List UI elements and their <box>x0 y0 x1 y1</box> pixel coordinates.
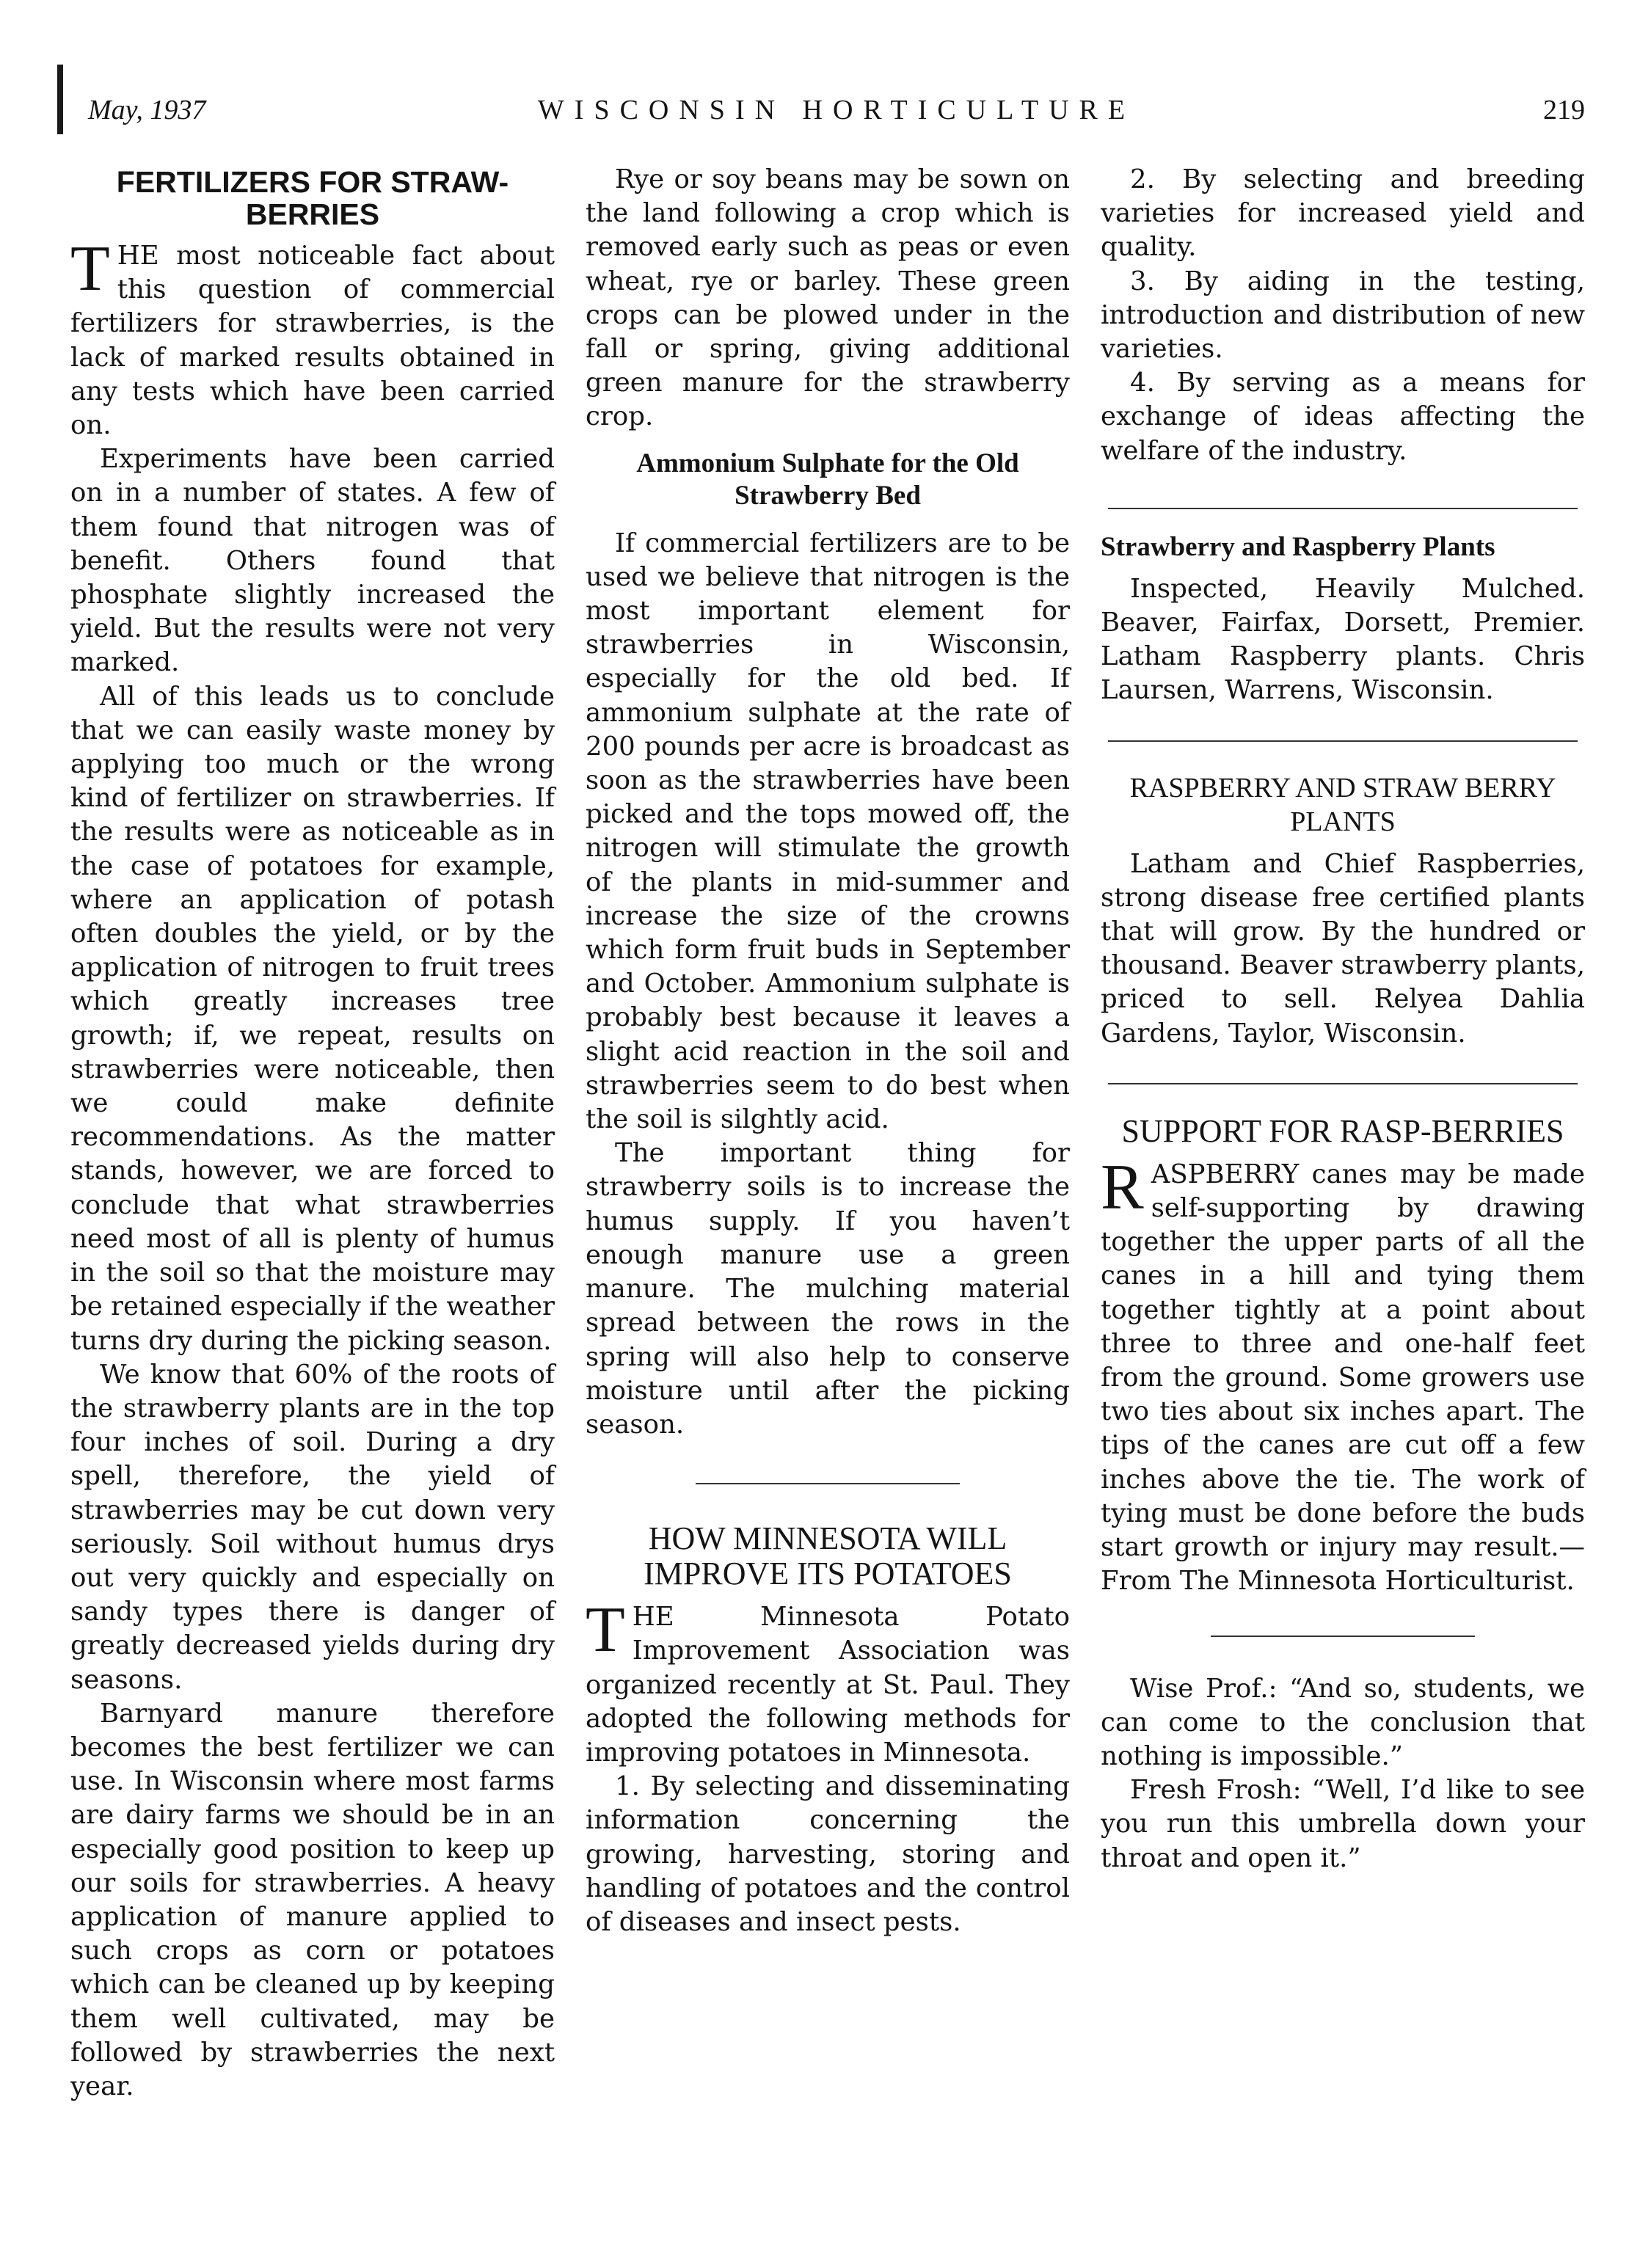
divider <box>1108 1083 1578 1084</box>
drop-cap: T <box>586 1594 625 1666</box>
column-3 <box>1101 163 1585 1875</box>
ad-text: Latham and Chief Raspberries, strong disease free certified plants that will grow. By the hundred or thousand. Beaver strawberry plants, priced to sell. Relyea Dahlia Gardens, Taylor, Wisconsin. <box>1101 848 1585 1049</box>
drop-cap: R <box>1101 1151 1144 1223</box>
issue-date: May, 1937 <box>88 95 206 125</box>
subheading-ammonium: Ammonium Sulphate for the Old Strawberry Bed <box>636 448 1019 511</box>
divider <box>696 1483 960 1484</box>
divider <box>1108 740 1578 742</box>
article-paragraph: All of this leads us to conclude that we can easily waste money by applying too much or the wrong kind of fertilizer on strawberries. If the results were as noticeable as in the case of potatoes for example, where an application of potash often doubles the yield, or by the application of nitrogen to fruit trees which greatly increases tree growth; if, we repeat, results on strawberries were noticeable, then we could make definite recommendations. As the matter stands, however, we are forced to conclude that what strawberries need most of all is plenty of humus in the soil so that the moisture may be retained especially if the weather turns dry during the picking season. <box>70 681 555 1356</box>
list-item: 3. By aiding in the testing, introduction and distribution of new varieties. <box>1101 266 1585 365</box>
article-paragraph: THE most noticeable fact about this question of commercial fertilizers for strawberries, is the lack of marked results obtained in any tests which have been carried on. <box>70 233 555 441</box>
column-2 <box>586 163 1070 1939</box>
divider <box>1211 1636 1475 1637</box>
article-title-support: SUPPORT FOR RASP-BERRIES <box>1121 1112 1564 1149</box>
column-1 <box>70 163 555 2104</box>
ad-text: Inspected, Heavily Mulched. Beaver, Fairfax, Dorsett, Premier. Latham Raspberry plants. Chris Laursen, Warrens, Wisconsin. <box>1101 573 1585 706</box>
magazine-title: WISCONSIN HORTICULTURE <box>537 95 1136 125</box>
article-title-fertilizers: FERTILIZERS FOR STRAW-BERRIES <box>116 165 509 231</box>
article-paragraph: Experiments have been carried on in a number of states. A few of them found that nitrogen was of benefit. Others found that phosphate slightly increased the yield. But the results were not very marked. <box>70 444 555 678</box>
article-paragraph: Barnyard manure therefore becomes the best fertilizer we can use. In Wisconsin where most farms are dairy farms we should be in an especially good position to keep up our soils for strawberries. A heavy application of manure applied to such crops as corn or potatoes which can be cleaned up by keeping them well cultivated, may be followed by strawberries the next year. <box>70 1698 555 2101</box>
joke-paragraph: Wise Prof.: “And so, students, we can come to the conclusion that nothing is impossible.” <box>1101 1673 1585 1771</box>
article-paragraph: If commercial fertilizers are to be used we believe that nitrogen is the most important element for strawberries in Wisconsin, especially for the old bed. If ammonium sulphate at the rate of 200 pounds per acre is broadcast as soon as the strawberries have been picked and the tops mowed off, the nitrogen will stimulate the growth of the plants in mid-summer and increase the size of the crowns which form fruit buds in September and October. Ammonium sulphate is probably best because it leaves a slight acid reaction in the soil and strawberries seem to do best when the soil is silghtly acid. <box>586 528 1070 1135</box>
page-header <box>88 94 1585 138</box>
ad-title-raspberry: RASPBERRY AND STRAW BERRY PLANTS <box>1129 772 1556 837</box>
page-number: 219 <box>1543 95 1585 125</box>
margin-rule <box>57 65 63 134</box>
divider <box>1108 508 1578 509</box>
joke-paragraph: Fresh Frosh: “Well, I’d like to see you run this umbrella down your throat and open it.” <box>1101 1775 1585 1873</box>
list-item: 4. By serving as a means for exchange of ideas affecting the welfare of the industry. <box>1101 368 1585 466</box>
article-paragraph: We know that 60% of the roots of the strawberry plants are in the top four inches of soil. During a dry spell, therefore, the yield of strawberries may be cut down very seriously. Soil without humus drys out very quickly and especially on sandy types there is danger of greatly decreased yields during dry seasons. <box>70 1359 555 1695</box>
ad-title-plants: Strawberry and Raspberry Plants <box>1101 531 1495 562</box>
article-paragraph: RASPBERRY canes may be made self-supporting by drawing together the upper parts of all the canes in a hill and tying them together tightly at a point about three to three and one-half feet from the ground. Some growers use two ties about six inches apart. The tips of the canes are cut off a few inches above the tie. The work of tying must be done before the buds start growth or injury may result.—From The Minnesota Horticulturist. <box>1101 1151 1585 1597</box>
drop-cap: T <box>70 233 110 305</box>
article-title-minnesota: HOW MINNESOTA WILL IMPROVE ITS POTATOES <box>644 1520 1012 1592</box>
article-paragraph: THE Minnesota Potato Improvement Association was organized recently at St. Paul. They adopted the following methods for improving potatoes in Minnesota. <box>586 1594 1070 1768</box>
article-paragraph: Rye or soy beans may be sown on the land following a crop which is removed early such as peas or even wheat, rye or barley. These green crops can be plowed under in the fall or spring, giving additional green manure for the strawberry crop. <box>586 164 1070 432</box>
article-paragraph: The important thing for strawberry soils is to increase the humus supply. If you haven’t enough manure use a green manure. The mulching material spread between the rows in the spring will also help to conserve moisture until after the picking season. <box>586 1138 1070 1440</box>
list-item: 2. By selecting and breeding varieties for increased yield and quality. <box>1101 164 1585 263</box>
list-item: 1. By selecting and disseminating information concerning the growing, harvesting, storing and handling of potatoes and the control of diseases and insect pests. <box>586 1771 1070 1937</box>
